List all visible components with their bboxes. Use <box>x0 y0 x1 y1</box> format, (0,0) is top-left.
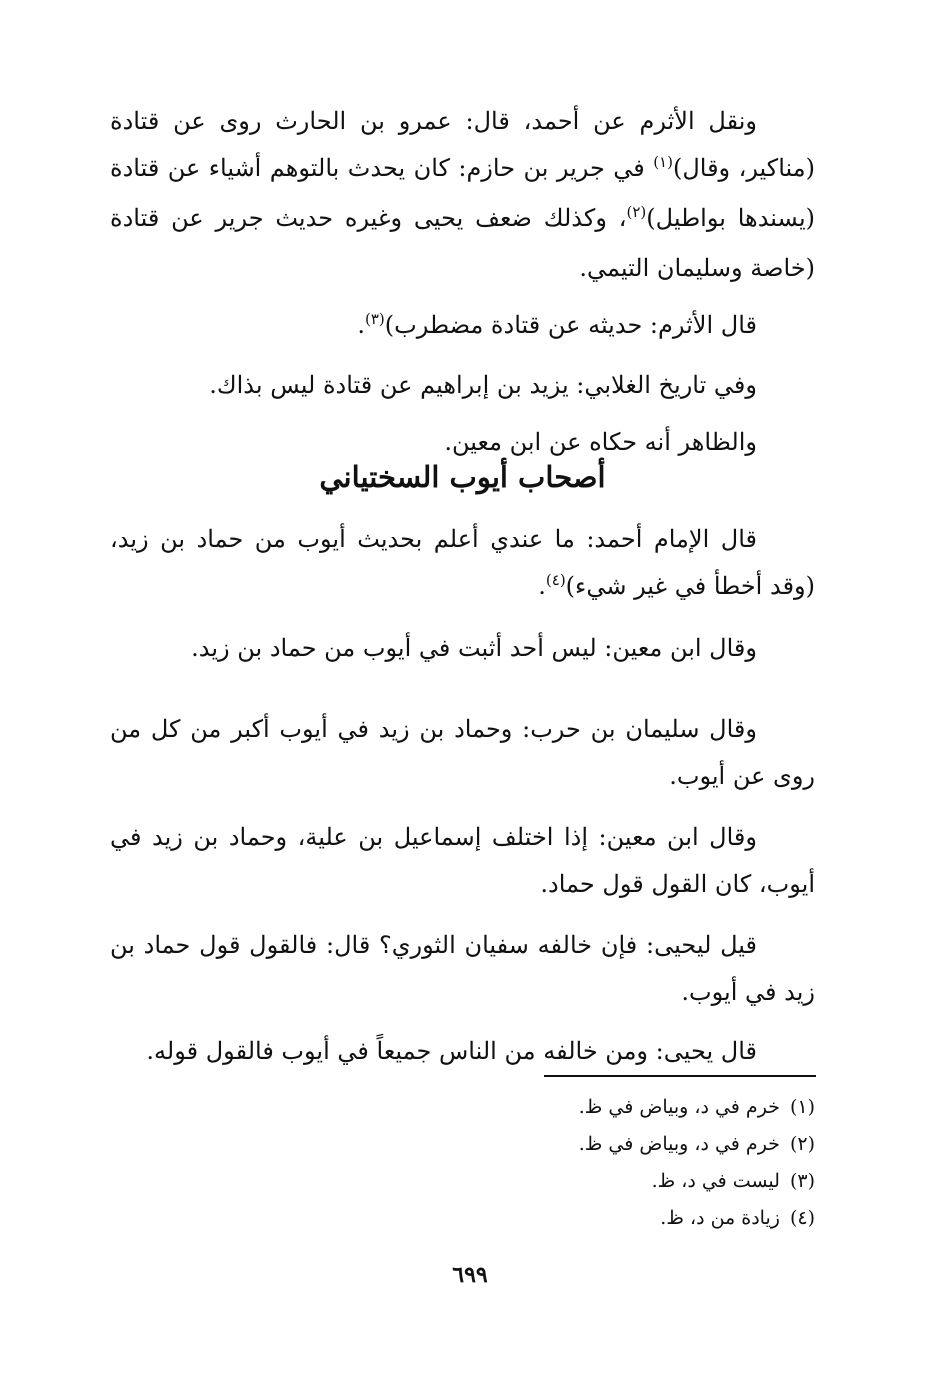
paragraph-athram-mudtarib <box>110 302 815 352</box>
footnote-ref-3[interactable]: (٣) <box>364 310 385 328</box>
paragraph-text: . <box>538 572 546 600</box>
footnote-divider <box>544 1075 816 1077</box>
paragraph-thawri: قيل ليحيى: فإن خالفه سفيان الثوري؟ قال: فالقول قول حماد بن زيد في أيوب. <box>110 931 815 1006</box>
paragraph-ghallabi: وفي تاريخ الغلابي: يزيد بن إبراهيم عن قتادة ليس بذاك. <box>209 371 757 399</box>
paragraph-text: . <box>357 311 365 339</box>
paragraph-text: ونقل الأثرم عن أحمد، قال: عمرو بن الحارث روى عن قتادة (مناكير، وقال) <box>110 107 816 182</box>
paragraph-sulayman-harb: وقال سليمان بن حرب: وحماد بن زيد في أيوب أكبر من كل من روى عن أيوب. <box>110 715 815 790</box>
footnote-number: (٤) <box>789 1207 815 1229</box>
footnote-2 <box>500 1126 815 1163</box>
footnote-3 <box>500 1163 815 1200</box>
paragraph-ibn-ulayya: وقال ابن معين: إذا اختلف إسماعيل بن علية، وحماد بن زيد في أيوب، كان القول قول حماد. <box>110 823 815 898</box>
page-number: ٦٩٩ <box>452 1262 488 1288</box>
text-section-qatada <box>110 98 815 466</box>
section-heading: أصحاب أيوب السختياني <box>319 460 606 494</box>
footnote-number: (٣) <box>789 1170 815 1192</box>
footnote-text: خرم في د، وبياض في ظ. <box>578 1133 780 1155</box>
footnote-number: (١) <box>789 1096 815 1118</box>
paragraph-text: في جرير بن حازم: كان يحدث بالتوهم أشياء عن قتادة (يسندها بواطيل) <box>110 154 815 232</box>
paragraph-yahya: قال يحيى: ومن خالفه من الناس جميعاً في أيوب فالقول قوله. <box>146 1037 757 1065</box>
footnote-ref-2[interactable]: (٢) <box>626 203 647 221</box>
footnote-number: (٢) <box>789 1133 815 1155</box>
footnotes <box>500 1089 815 1237</box>
text-section-ayyub <box>110 516 815 1075</box>
paragraph-text: قال الأثرم: حديثه عن قتادة مضطرب) <box>384 311 757 339</box>
footnote-text: خرم في د، وبياض في ظ. <box>578 1096 780 1118</box>
paragraph-ibn-main-hammad: وقال ابن معين: ليس أحد أثبت في أيوب من حماد بن زيد. <box>191 634 757 662</box>
paragraph-text: ، وكذلك ضعف يحيى وغيره حديث جرير عن قتادة (خاصة وسليمان التيمي. <box>110 204 815 282</box>
paragraph-ibn-main: والظاهر أنه حكاه عن ابن معين. <box>444 428 757 456</box>
footnote-text: زيادة من د، ظ. <box>660 1207 780 1229</box>
footnote-ref-1[interactable]: (١) <box>653 153 673 171</box>
paragraph-athram-ahmad <box>110 98 815 292</box>
footnote-text: ليست في د، ظ. <box>651 1170 780 1192</box>
footnote-ref-4[interactable]: (٤) <box>545 571 566 589</box>
footnote-1 <box>500 1089 815 1126</box>
paragraph-imam-ahmad <box>110 516 815 613</box>
paragraph-text: قال الإمام أحمد: ما عندي أعلم بحديث أيوب من حماد بن زيد، (وقد أخطأ في غير شيء) <box>110 525 815 600</box>
footnote-4 <box>500 1200 815 1237</box>
